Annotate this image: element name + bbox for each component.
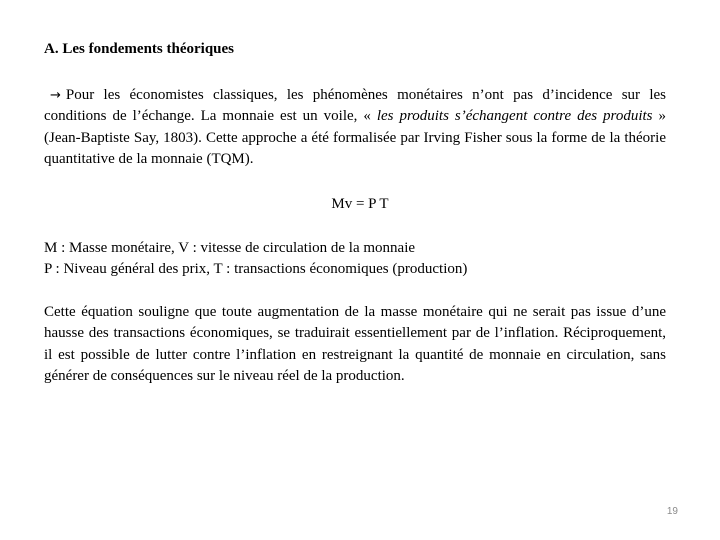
conclusion-paragraph: Cette équation souligne que toute augmentation de la masse monétaire qui ne serait pas issue d’une hausse des transactions économiques, se traduirait essentiellement par de l’inflation. Réciproquement, il est possible de lutter contre l’inflation en restreignant la quantité de monnaie en circulation, sans générer de conséquences sur le niveau réel de la production.: [44, 304, 666, 384]
quantity-equation: Mv = P T: [331, 196, 389, 212]
intro-paragraph: [44, 85, 666, 170]
section-heading: A. Les fondements théoriques: [44, 41, 234, 57]
page-number: 19: [666, 506, 678, 517]
intro-text-end: » (Jean-Baptiste Say, 1803). Cette approche a été formalisée par Irving Fisher sous la forme de la théorie quantitative de la monnaie (TQM).: [44, 108, 666, 167]
right-arrow-icon: →: [50, 88, 61, 103]
definition-line: M : Masse monétaire, V : vitesse de circulation de la monnaie: [44, 240, 416, 256]
definition-line: P : Niveau général des prix, T : transactions économiques (production): [44, 261, 468, 278]
say-quote: les produits s’échangent contre des produits: [376, 108, 653, 125]
intro-text-start: Pour les économistes classiques, les phénomènes monétaires n’ont pas d’incidence sur les conditions de l’échange. La monnaie est un voile, «: [44, 87, 666, 125]
variable-definitions: [44, 238, 467, 281]
